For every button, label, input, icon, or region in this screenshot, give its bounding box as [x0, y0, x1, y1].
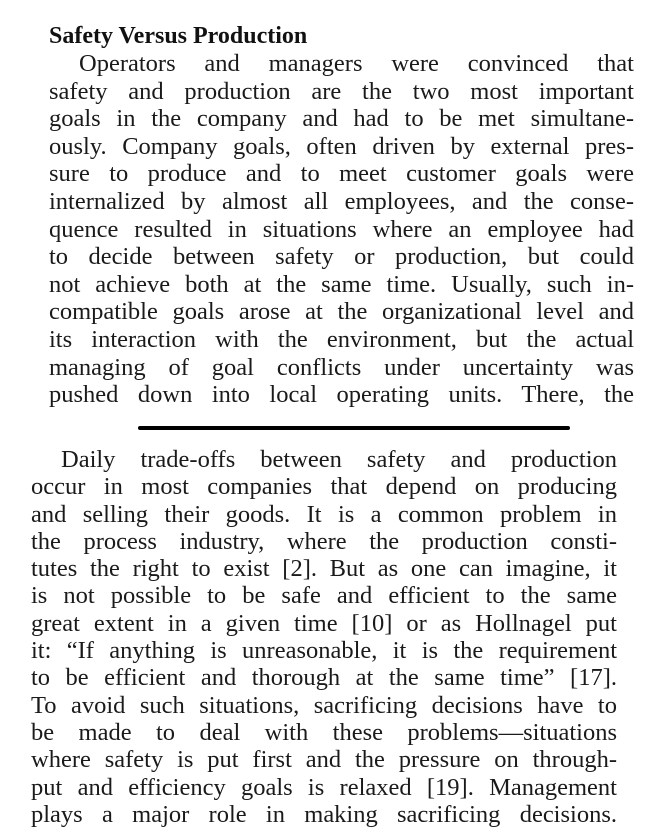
paragraph-line: be made to deal with these problems—situations	[31, 718, 617, 746]
paragraph-line: where safety is put first and the pressure on through-	[31, 746, 617, 774]
paragraph-line: plays a major role in making sacrificing decisions.	[31, 800, 617, 828]
paragraph-line: safety and production are the two most important	[49, 77, 634, 105]
paragraph-line: goals in the company and had to be met simultane-	[49, 105, 634, 133]
paragraph-line: sure to produce and to meet customer goals were	[49, 160, 634, 188]
paragraph-line: and selling their goods. It is a common problem in	[31, 500, 617, 528]
paragraph-line: put and efficiency goals is relaxed [19]. Management	[31, 773, 617, 801]
paragraph-line: managing of goal conflicts under uncertainty was	[49, 353, 634, 381]
section-divider	[138, 426, 570, 430]
paragraph-line: occur in most companies that depend on producing	[31, 473, 617, 501]
text-block-safety-versus-production	[49, 22, 634, 409]
paragraph-line: compatible goals arose at the organizational level and	[49, 298, 634, 326]
paragraph-line: internalized by almost all employees, and the conse-	[49, 187, 634, 215]
paragraph-line: not achieve both at the same time. Usually, such in-	[49, 270, 634, 298]
paragraph-line: Operators and managers were convinced that	[79, 50, 634, 77]
paragraph-line: Daily trade-offs between safety and production	[61, 446, 617, 473]
paragraph-line: pushed down into local operating units. There, the	[49, 381, 634, 409]
paragraph-line: great extent in a given time [10] or as Hollnagel put	[31, 609, 617, 637]
paragraph-line: it: “If anything is unreasonable, it is the requirement	[31, 637, 617, 665]
paragraph-line: quence resulted in situations where an employee had	[49, 215, 634, 243]
text-block-daily-trade-offs	[31, 446, 617, 828]
section-heading: Safety Versus Production	[49, 23, 308, 49]
paragraph-line: ously. Company goals, often driven by external pres-	[49, 132, 634, 160]
paragraph-line: is not possible to be safe and efficient to the same	[31, 582, 617, 610]
paragraph-line: to be efficient and thorough at the same time” [17].	[31, 664, 617, 692]
paragraph-line: tutes the right to exist [2]. But as one can imagine, it	[31, 555, 617, 583]
paragraph-line: its interaction with the environment, but the actual	[49, 325, 634, 353]
paragraph-line: To avoid such situations, sacrificing decisions have to	[31, 691, 617, 719]
paragraph-line: the process industry, where the production consti-	[31, 527, 617, 555]
paragraph-line: to decide between safety or production, but could	[49, 243, 634, 271]
